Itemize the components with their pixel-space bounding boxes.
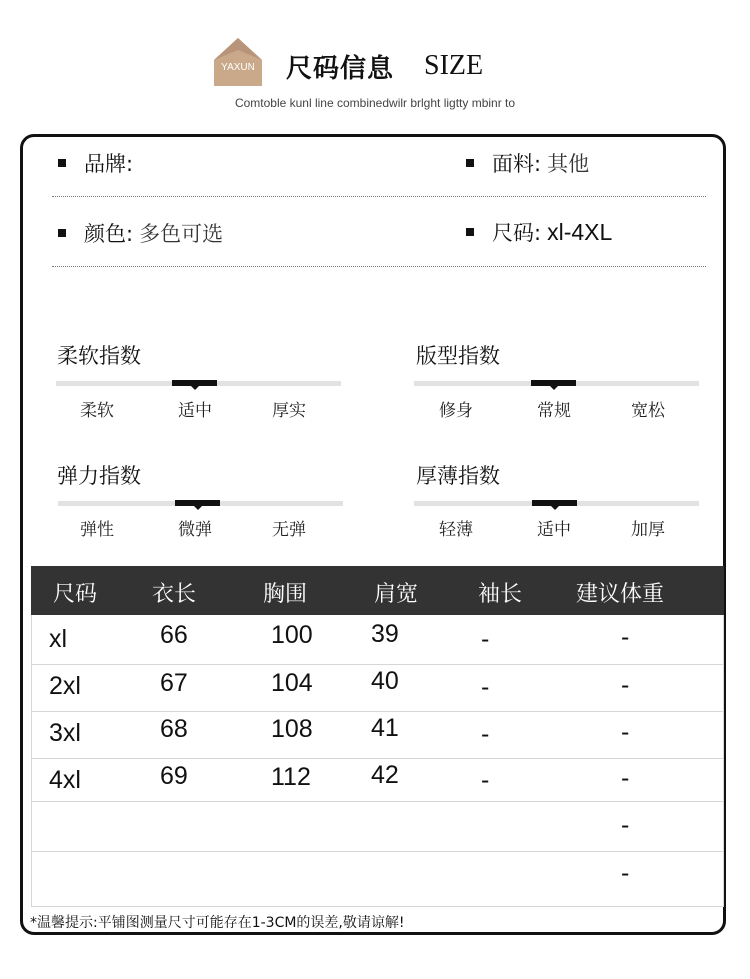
cell-size: xl (49, 625, 68, 653)
index-option: 微弹 (178, 520, 212, 540)
bullet-icon (58, 229, 66, 237)
table-row (31, 801, 724, 852)
cell-weight: - (621, 859, 630, 887)
cell-shoulder: 40 (371, 667, 399, 695)
info-fabric (466, 148, 589, 178)
color-value: 多色可选 (139, 222, 224, 246)
size-value: xl-4XL (547, 218, 613, 245)
index-title: 弹力指数 (57, 464, 141, 488)
info-size (466, 217, 612, 247)
table-row (31, 615, 724, 665)
page-title-en: SIZE (424, 50, 484, 81)
index-marker (175, 500, 220, 506)
th-weight: 建议体重 (576, 582, 665, 607)
cell-size: 4xl (49, 766, 81, 794)
cell-weight: - (621, 671, 630, 699)
th-chest: 胸围 (263, 582, 308, 607)
divider (52, 266, 706, 267)
cell-chest: 108 (271, 715, 313, 743)
cell-shoulder: 41 (371, 714, 399, 742)
table-row (31, 851, 724, 907)
index-option: 加厚 (631, 520, 665, 540)
cell-sleeve: - (481, 766, 490, 794)
cell-chest: 112 (271, 763, 311, 791)
index-option: 宽松 (631, 401, 665, 421)
cell-length: 67 (160, 669, 188, 697)
index-marker (531, 380, 576, 386)
cell-length: 66 (160, 621, 188, 649)
measurement-note: *温馨提示:平铺图测量尺寸可能存在1-3CM的误差,敬请谅解! (30, 915, 405, 931)
fabric-label: 面料: (492, 152, 542, 176)
index-option: 轻薄 (439, 520, 473, 540)
color-label: 颜色: (84, 222, 134, 246)
subtitle-text: Comtoble kunl line combinedwilr brlght ligtty mbinr to (234, 96, 516, 110)
index-option: 适中 (537, 520, 571, 540)
cell-weight: - (621, 811, 630, 839)
cell-weight: - (621, 623, 630, 651)
index-option: 适中 (178, 401, 212, 421)
cell-shoulder: 39 (371, 620, 399, 648)
index-option: 柔软 (80, 401, 114, 421)
info-brand (58, 148, 139, 178)
bullet-icon (466, 228, 474, 236)
table-row (31, 711, 724, 759)
th-sleeve: 袖长 (478, 582, 523, 607)
index-option: 厚实 (272, 401, 306, 421)
page-subtitle (30, 96, 720, 110)
cell-chest: 104 (271, 669, 313, 697)
divider (52, 196, 706, 197)
cell-chest: 100 (271, 621, 313, 649)
cell-shoulder: 42 (371, 761, 399, 789)
index-title: 柔软指数 (57, 344, 141, 368)
index-marker (172, 380, 217, 386)
table-row (31, 758, 724, 802)
cell-sleeve: - (481, 673, 490, 701)
cell-sleeve: - (481, 625, 490, 653)
brand-label: 品牌: (84, 152, 134, 176)
index-option: 常规 (537, 401, 571, 421)
index-marker (532, 500, 577, 506)
index-option: 无弹 (272, 520, 306, 540)
info-color (58, 218, 223, 248)
bullet-icon (58, 159, 66, 167)
cell-sleeve: - (481, 720, 490, 748)
cell-weight: - (621, 764, 630, 792)
index-option: 弹性 (80, 520, 114, 540)
cell-length: 68 (160, 715, 188, 743)
page-title-cn: 尺码信息 (286, 54, 395, 84)
index-option: 修身 (439, 401, 473, 421)
index-title: 厚薄指数 (416, 464, 500, 488)
fabric-value: 其他 (547, 152, 590, 176)
th-shoulder: 肩宽 (374, 582, 419, 607)
cell-weight: - (621, 718, 630, 746)
size-table-header (31, 566, 724, 615)
cell-size: 2xl (49, 672, 81, 700)
table-row (31, 664, 724, 712)
th-size: 尺码 (53, 582, 98, 607)
cell-size: 3xl (49, 719, 81, 747)
logo-text: YAXUN (221, 62, 255, 73)
cell-length: 69 (160, 762, 188, 790)
size-label: 尺码: (492, 221, 542, 245)
index-title: 版型指数 (416, 344, 500, 368)
bullet-icon (466, 159, 474, 167)
brand-logo (214, 38, 262, 86)
th-length: 衣长 (152, 582, 197, 607)
